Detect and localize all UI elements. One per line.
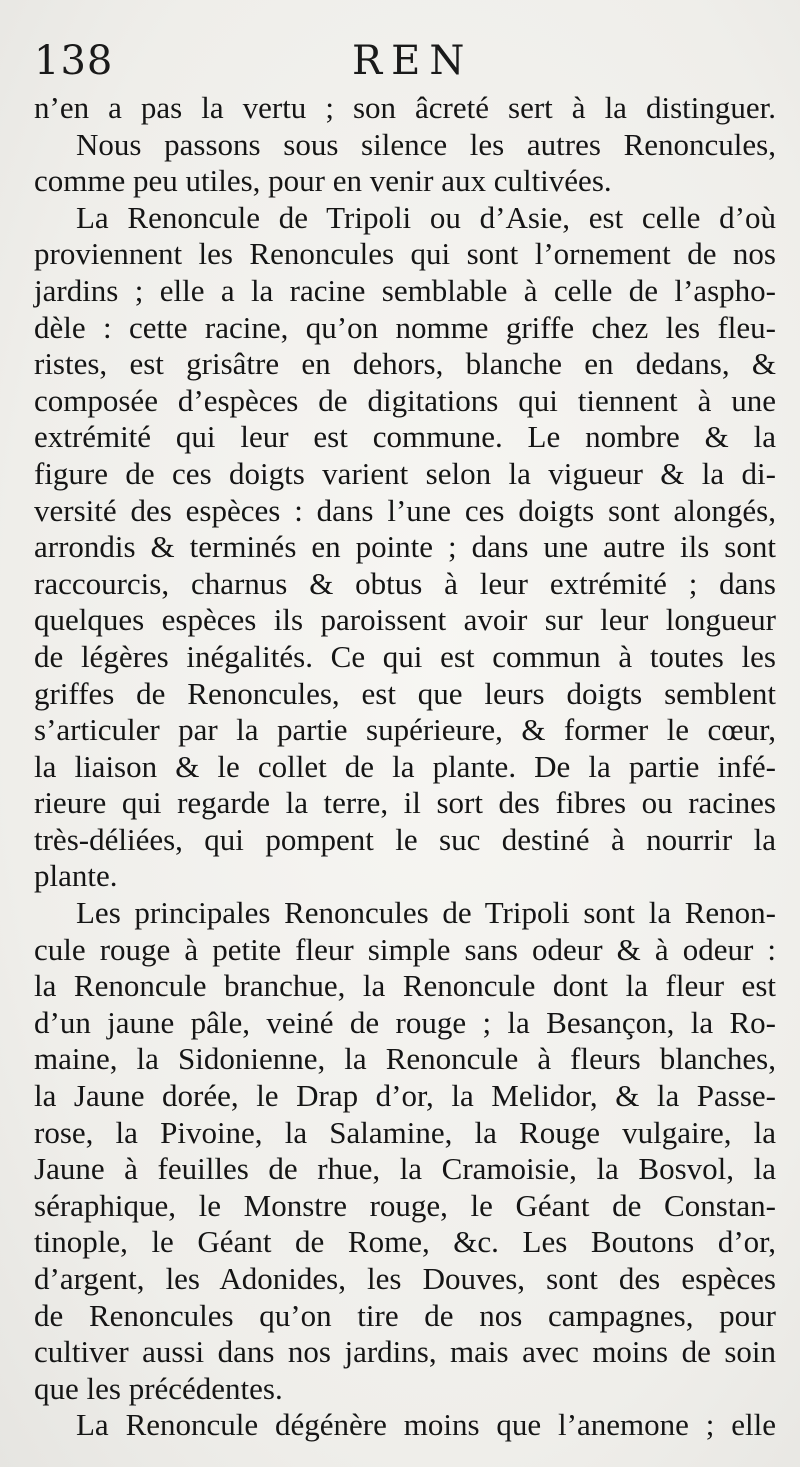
text-line: tinople, le Géant de Rome, &c. Les Boutons d’or, bbox=[34, 1224, 776, 1260]
text-line: proviennent les Renoncules qui sont l’ornement de nos bbox=[34, 236, 776, 272]
text-line: cultiver aussi dans nos jardins, mais avec moins de soin bbox=[34, 1334, 776, 1370]
text-line: Jaune à feuilles de rhue, la Cramoisie, la Bosvol, la bbox=[34, 1151, 776, 1187]
body-text bbox=[34, 90, 776, 1444]
text-line: raccourcis, charnus & obtus à leur extrémité ; dans bbox=[34, 565, 776, 601]
text-line: La Renoncule dégénère moins que l’anemone ; elle bbox=[76, 1407, 776, 1443]
text-line: de Renoncules qu’on tire de nos campagnes, pour bbox=[34, 1297, 776, 1333]
text-line: jardins ; elle a la racine semblable à celle de l’aspho- bbox=[34, 272, 776, 308]
text-line: d’argent, les Adonides, les Douves, sont des espèces bbox=[34, 1261, 776, 1296]
text-line: quelques espèces ils paroissent avoir sur leur longueur bbox=[34, 602, 776, 638]
text-line: rieure qui regarde la terre, il sort des fibres ou racines bbox=[34, 785, 776, 821]
text-line: composée d’espèces de digitations qui tiennent à une bbox=[34, 382, 776, 418]
text-line: arrondis & terminés en pointe ; dans une autre ils sont bbox=[34, 529, 776, 565]
page-number: 138 bbox=[34, 38, 114, 84]
running-head: REN bbox=[352, 38, 474, 84]
text-line: figure de ces doigts varient selon la vigueur & la di- bbox=[34, 455, 776, 491]
text-line: n’en a pas la vertu ; son âcreté sert à la distinguer. bbox=[34, 90, 776, 125]
text-line: très-déliées, qui pompent le suc destiné à nourrir la bbox=[34, 821, 776, 857]
text-line: rose, la Pivoine, la Salamine, la Rouge vulgaire, la bbox=[34, 1114, 776, 1150]
text-line: ristes, est grisâtre en dehors, blanche en dedans, & bbox=[34, 346, 776, 382]
text-line: griffes de Renoncules, est que leurs doigts semblent bbox=[34, 675, 776, 711]
text-line: Nous passons sous silence les autres Renoncules, bbox=[76, 126, 776, 162]
text-line: Les principales Renoncules de Tripoli sont la Renon- bbox=[76, 895, 776, 931]
text-line: comme peu utiles, pour en venir aux cultivées. bbox=[34, 163, 612, 199]
text-line: séraphique, le Monstre rouge, le Géant de Constan- bbox=[34, 1187, 776, 1223]
text-line: versité des espèces : dans l’une ces doigts sont alongés, bbox=[34, 492, 776, 528]
text-line: La Renoncule de Tripoli ou d’Asie, est celle d’où bbox=[76, 199, 776, 235]
text-line: maine, la Sidonienne, la Renoncule à fleurs blanches, bbox=[34, 1041, 776, 1077]
text-line: dèle : cette racine, qu’on nomme griffe chez les fleu- bbox=[34, 309, 776, 345]
text-line: d’un jaune pâle, veiné de rouge ; la Besançon, la Ro- bbox=[34, 1004, 776, 1040]
text-line: la Renoncule branchue, la Renoncule dont la fleur est bbox=[34, 968, 776, 1004]
text-line: plante. bbox=[34, 858, 118, 894]
text-line: cule rouge à petite fleur simple sans odeur & à odeur : bbox=[34, 931, 776, 967]
text-line: s’articuler par la partie supérieure, & former le cœur, bbox=[34, 712, 776, 748]
page-header bbox=[0, 36, 800, 92]
text-line: que les précédentes. bbox=[34, 1370, 283, 1406]
text-line: la liaison & le collet de la plante. De la partie infé- bbox=[34, 748, 776, 784]
text-line: la Jaune dorée, le Drap d’or, la Melidor, & la Passe- bbox=[34, 1078, 776, 1114]
text-line: de légères inégalités. Ce qui est commun à toutes les bbox=[34, 638, 776, 674]
text-line: extrémité qui leur est commune. Le nombre & la bbox=[34, 419, 776, 455]
